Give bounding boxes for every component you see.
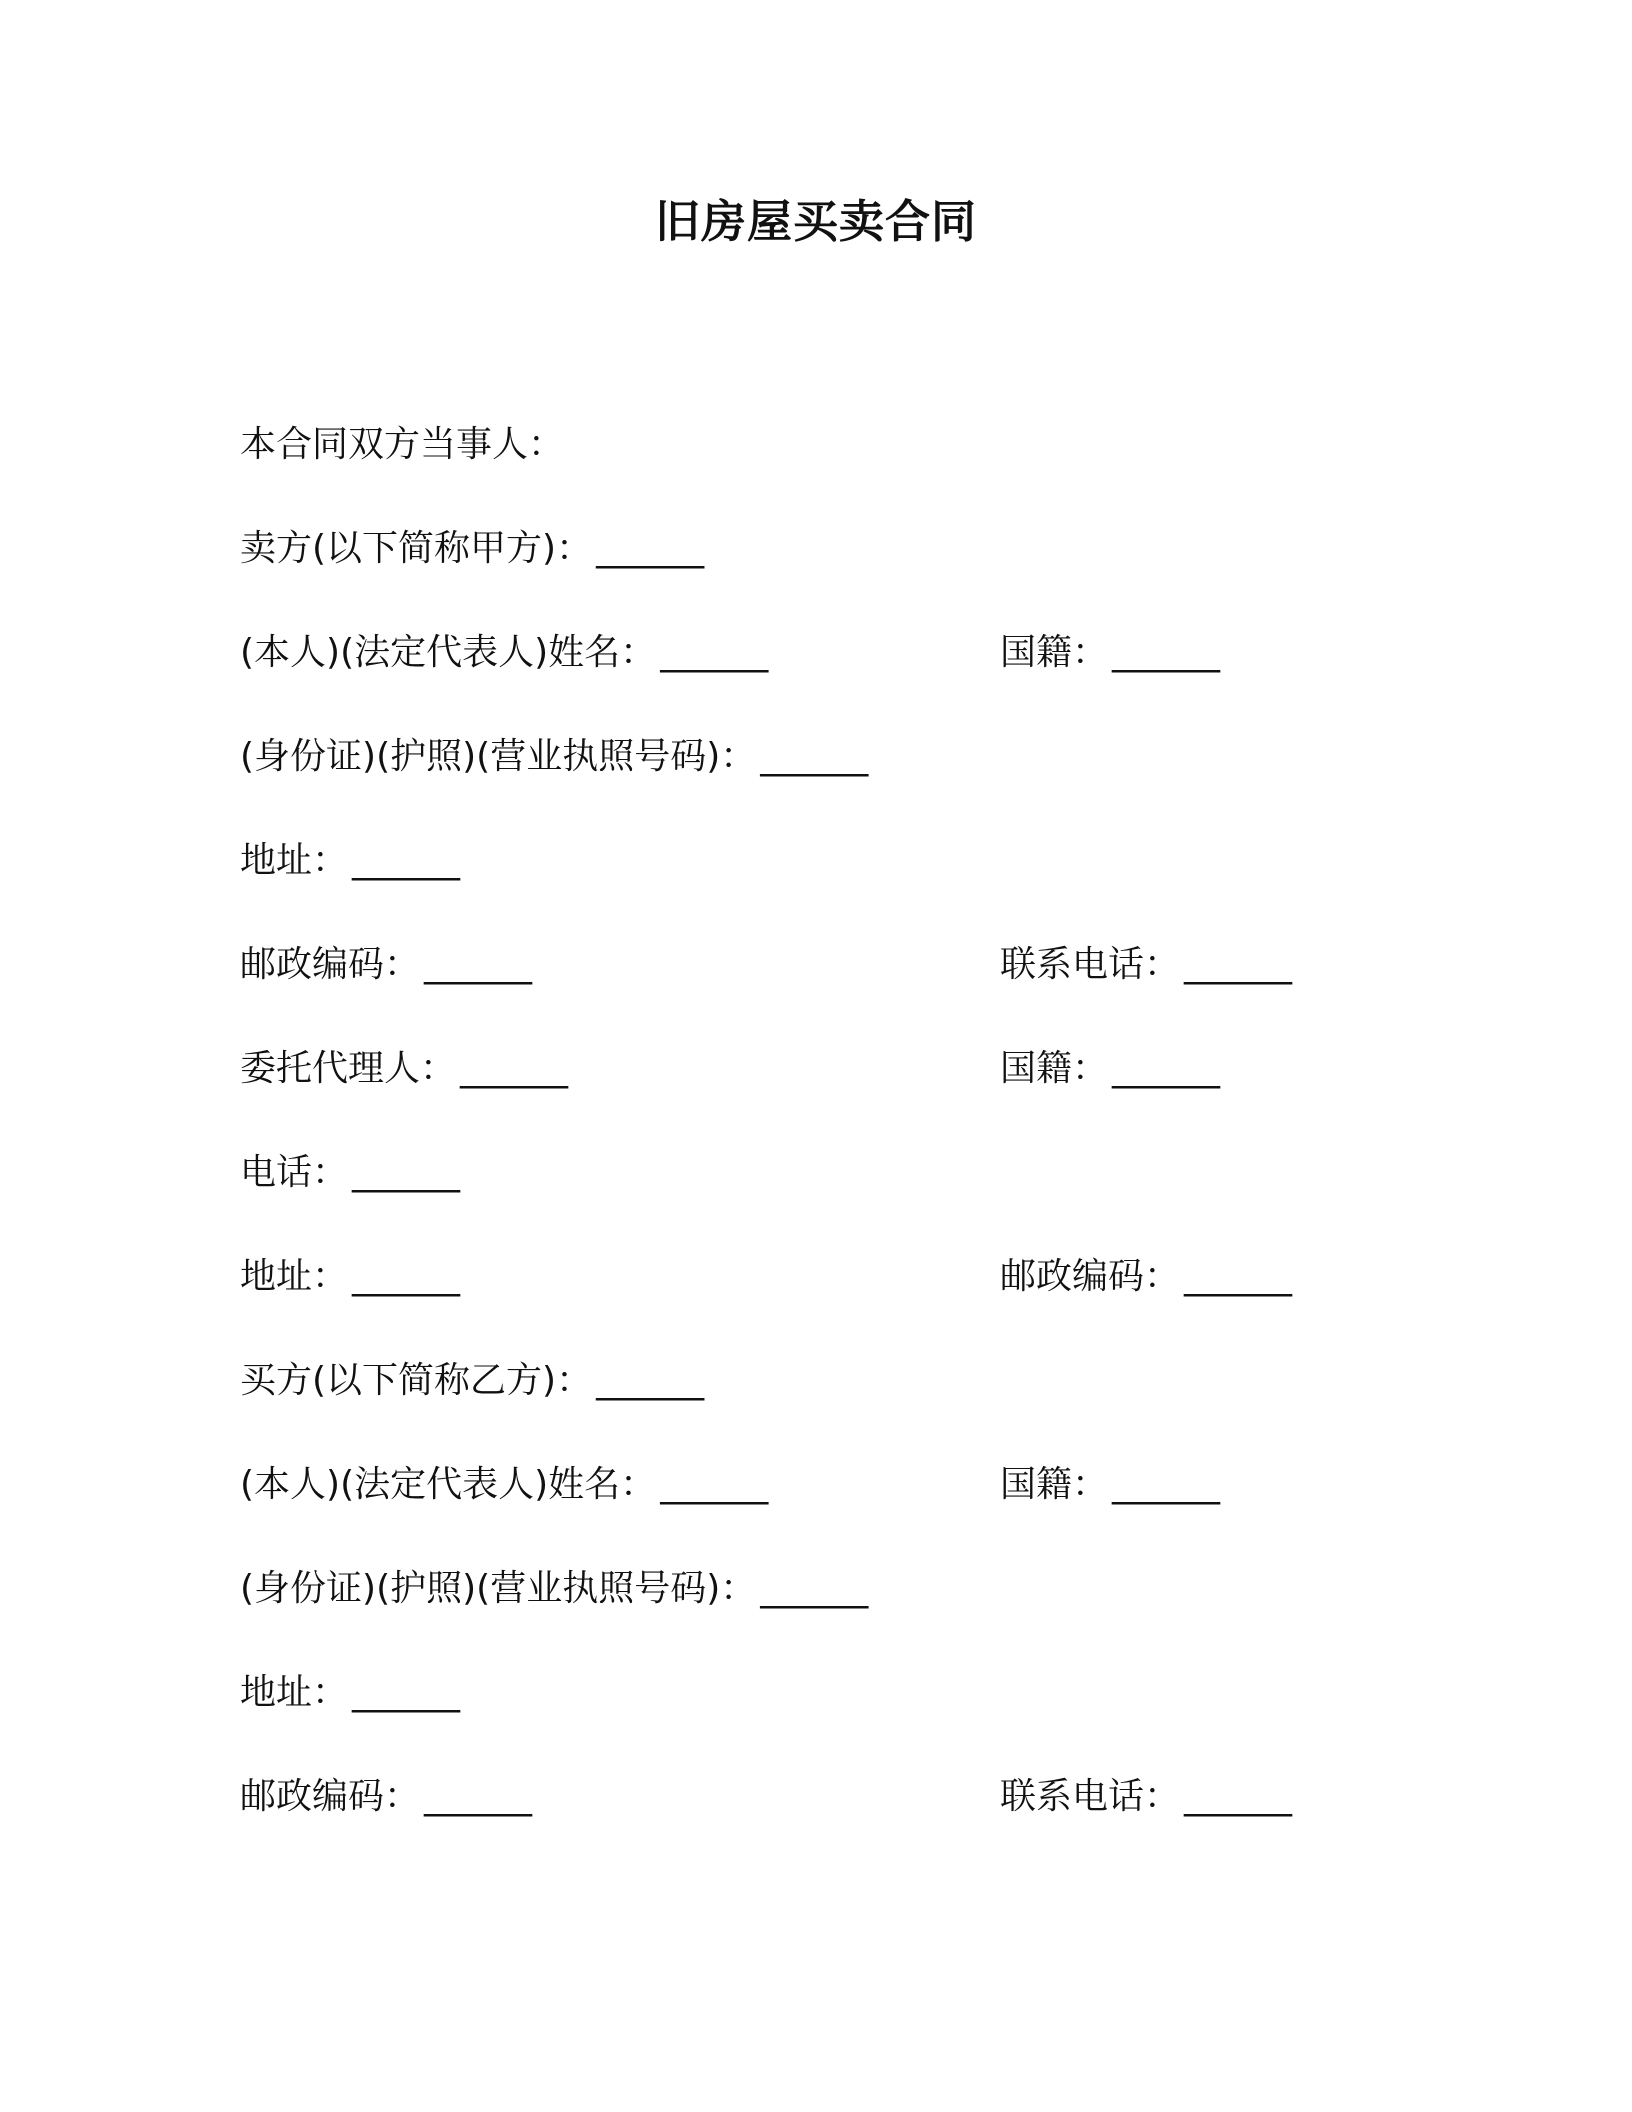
buyer-address-row bbox=[240, 1668, 1400, 1772]
seller-name-field bbox=[240, 628, 768, 678]
field-label: 联系电话： bbox=[1000, 1776, 1181, 1817]
field-label: 卖方(以下简称甲方)： bbox=[240, 528, 593, 569]
field-label: (身份证)(护照)(营业执照号码)： bbox=[240, 1568, 757, 1609]
fill-blank[interactable]: ______ bbox=[660, 632, 769, 673]
field-label: (本人)(法定代表人)姓名： bbox=[240, 1464, 657, 1505]
fill-blank[interactable]: ______ bbox=[352, 1672, 461, 1713]
buyer-postal-field bbox=[240, 1772, 532, 1822]
buyer-name-field bbox=[240, 1460, 768, 1510]
seller-name-row bbox=[240, 628, 1400, 732]
buyer-nationality-field bbox=[1000, 1460, 1220, 1510]
contract-form bbox=[240, 420, 1400, 1876]
field-label: 邮政编码： bbox=[1000, 1256, 1181, 1297]
agent-nationality-field bbox=[1000, 1044, 1220, 1094]
agent-address-row bbox=[240, 1252, 1400, 1356]
field-label: 邮政编码： bbox=[240, 1776, 421, 1817]
fill-blank[interactable]: ______ bbox=[760, 736, 869, 777]
field-label: (身份证)(护照)(营业执照号码)： bbox=[240, 736, 757, 777]
document-title: 旧房屋买卖合同 bbox=[654, 195, 977, 248]
fill-blank[interactable]: ______ bbox=[424, 1776, 533, 1817]
fill-blank[interactable]: ______ bbox=[352, 1152, 461, 1193]
fill-blank[interactable]: ______ bbox=[1184, 1776, 1293, 1817]
field-label: 地址： bbox=[240, 840, 349, 881]
agent-field bbox=[240, 1044, 568, 1094]
agent-row bbox=[240, 1044, 1400, 1148]
seller-id-row bbox=[240, 732, 1400, 836]
field-label: 委托代理人： bbox=[240, 1048, 457, 1089]
field-label: 联系电话： bbox=[1000, 944, 1181, 985]
field-label: 电话： bbox=[240, 1152, 349, 1193]
buyer-address-field bbox=[240, 1668, 460, 1718]
buyer-name-row bbox=[240, 1460, 1400, 1564]
agent-phone-field bbox=[240, 1148, 460, 1198]
seller-postal-field bbox=[240, 940, 532, 990]
fill-blank[interactable]: ______ bbox=[424, 944, 533, 985]
field-label: 地址： bbox=[240, 1672, 349, 1713]
fill-blank[interactable]: ______ bbox=[460, 1048, 569, 1089]
agent-phone-row bbox=[240, 1148, 1400, 1252]
fill-blank[interactable]: ______ bbox=[1112, 1048, 1221, 1089]
buyer-id-row bbox=[240, 1564, 1400, 1668]
field-label: 国籍： bbox=[1000, 1464, 1109, 1505]
fill-blank[interactable]: ______ bbox=[352, 840, 461, 881]
buyer-id-field bbox=[240, 1564, 868, 1614]
fill-blank[interactable]: ______ bbox=[352, 1256, 461, 1297]
field-label: (本人)(法定代表人)姓名： bbox=[240, 632, 657, 673]
fill-blank[interactable]: ______ bbox=[660, 1464, 769, 1505]
seller-field bbox=[240, 524, 704, 574]
fill-blank[interactable]: ______ bbox=[1112, 632, 1221, 673]
seller-postal-row bbox=[240, 940, 1400, 1044]
seller-address-field bbox=[240, 836, 460, 886]
seller-nationality-field bbox=[1000, 628, 1220, 678]
fill-blank[interactable]: ______ bbox=[596, 1360, 705, 1401]
buyer-phone-field bbox=[1000, 1772, 1292, 1822]
agent-postal-field bbox=[1000, 1252, 1292, 1302]
intro-row bbox=[240, 420, 1400, 524]
fill-blank[interactable]: ______ bbox=[760, 1568, 869, 1609]
fill-blank[interactable]: ______ bbox=[596, 528, 705, 569]
field-label: 国籍： bbox=[1000, 1048, 1109, 1089]
fill-blank[interactable]: ______ bbox=[1184, 944, 1293, 985]
seller-phone-field bbox=[1000, 940, 1292, 990]
field-label: 邮政编码： bbox=[240, 944, 421, 985]
seller-address-row bbox=[240, 836, 1400, 940]
fill-blank[interactable]: ______ bbox=[1184, 1256, 1293, 1297]
buyer-postal-row bbox=[240, 1772, 1400, 1876]
parties-intro: 本合同双方当事人： bbox=[240, 424, 565, 465]
seller-id-field bbox=[240, 732, 868, 782]
buyer-row bbox=[240, 1356, 1400, 1460]
field-label: 买方(以下简称乙方)： bbox=[240, 1360, 593, 1401]
field-label: 地址： bbox=[240, 1256, 349, 1297]
field-label: 国籍： bbox=[1000, 632, 1109, 673]
seller-row bbox=[240, 524, 1400, 628]
buyer-field bbox=[240, 1356, 704, 1406]
fill-blank[interactable]: ______ bbox=[1112, 1464, 1221, 1505]
agent-address-field bbox=[240, 1252, 460, 1302]
